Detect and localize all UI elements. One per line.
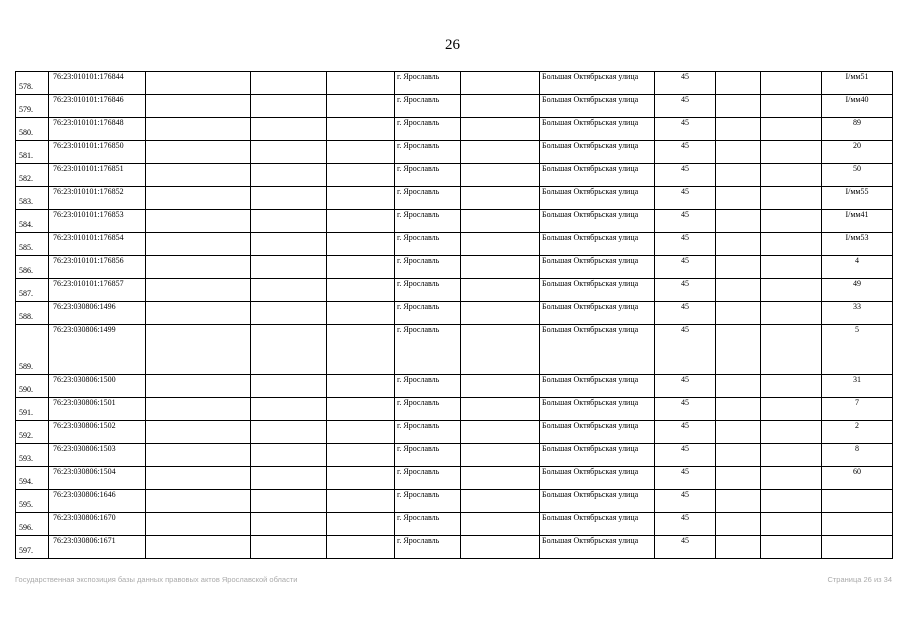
house-number: [822, 513, 893, 536]
empty-cell: [461, 375, 540, 398]
table-row: [16, 444, 893, 467]
empty-cell: [327, 95, 395, 118]
city-name: г. Ярославль: [395, 325, 461, 375]
house-number: 4: [822, 256, 893, 279]
city-name: г. Ярославль: [395, 279, 461, 302]
empty-cell: [761, 95, 822, 118]
city-name: г. Ярославль: [395, 467, 461, 490]
empty-cell: [327, 375, 395, 398]
cadastral-number: 76:23:010101:176844: [49, 72, 146, 95]
empty-cell: [327, 210, 395, 233]
zone-code: 45: [655, 210, 716, 233]
empty-cell: [461, 444, 540, 467]
empty-cell: [146, 279, 251, 302]
empty-cell: [461, 118, 540, 141]
row-number: 581.: [16, 141, 49, 164]
table-row: [16, 118, 893, 141]
empty-cell: [716, 72, 761, 95]
empty-cell: [327, 467, 395, 490]
empty-cell: [761, 490, 822, 513]
cadastral-number: 76:23:030806:1504: [49, 467, 146, 490]
city-name: г. Ярославль: [395, 421, 461, 444]
empty-cell: [327, 490, 395, 513]
zone-code: 45: [655, 375, 716, 398]
street-name: Большая Октябрьская улица: [540, 398, 655, 421]
empty-cell: [146, 118, 251, 141]
cadastral-number: 76:23:010101:176846: [49, 95, 146, 118]
zone-code: 45: [655, 398, 716, 421]
zone-code: 45: [655, 513, 716, 536]
zone-code: 45: [655, 233, 716, 256]
row-number: 589.: [16, 325, 49, 375]
city-name: г. Ярославль: [395, 398, 461, 421]
house-number: 49: [822, 279, 893, 302]
house-number: 50: [822, 164, 893, 187]
empty-cell: [761, 467, 822, 490]
street-name: Большая Октябрьская улица: [540, 467, 655, 490]
empty-cell: [461, 490, 540, 513]
cadastral-number: 76:23:010101:176852: [49, 187, 146, 210]
empty-cell: [327, 536, 395, 559]
row-number: 587.: [16, 279, 49, 302]
table-row: [16, 421, 893, 444]
street-name: Большая Октябрьская улица: [540, 325, 655, 375]
empty-cell: [716, 256, 761, 279]
empty-cell: [761, 325, 822, 375]
empty-cell: [327, 421, 395, 444]
zone-code: 45: [655, 490, 716, 513]
empty-cell: [716, 210, 761, 233]
house-number: I/мм41: [822, 210, 893, 233]
zone-code: 45: [655, 141, 716, 164]
city-name: г. Ярославль: [395, 490, 461, 513]
empty-cell: [761, 444, 822, 467]
table-row: [16, 398, 893, 421]
empty-cell: [461, 210, 540, 233]
table-body: [16, 72, 893, 559]
row-number: 585.: [16, 233, 49, 256]
empty-cell: [327, 118, 395, 141]
house-number: 2: [822, 421, 893, 444]
empty-cell: [761, 210, 822, 233]
zone-code: 45: [655, 118, 716, 141]
footer-page-count: Страница 26 из 34: [827, 575, 892, 584]
street-name: Большая Октябрьская улица: [540, 72, 655, 95]
empty-cell: [716, 279, 761, 302]
empty-cell: [327, 398, 395, 421]
cadastral-number: 76:23:010101:176851: [49, 164, 146, 187]
empty-cell: [251, 375, 327, 398]
street-name: Большая Октябрьская улица: [540, 279, 655, 302]
empty-cell: [146, 72, 251, 95]
row-number: 586.: [16, 256, 49, 279]
empty-cell: [461, 279, 540, 302]
house-number: 31: [822, 375, 893, 398]
cadastral-number: 76:23:030806:1646: [49, 490, 146, 513]
empty-cell: [716, 141, 761, 164]
city-name: г. Ярославль: [395, 95, 461, 118]
table-row: [16, 490, 893, 513]
cadastral-number: 76:23:010101:176854: [49, 233, 146, 256]
row-number: 590.: [16, 375, 49, 398]
empty-cell: [461, 513, 540, 536]
zone-code: 45: [655, 72, 716, 95]
house-number: 89: [822, 118, 893, 141]
street-name: Большая Октябрьская улица: [540, 536, 655, 559]
empty-cell: [761, 421, 822, 444]
empty-cell: [761, 256, 822, 279]
street-name: Большая Октябрьская улица: [540, 302, 655, 325]
house-number: 7: [822, 398, 893, 421]
zone-code: 45: [655, 467, 716, 490]
empty-cell: [251, 256, 327, 279]
zone-code: 45: [655, 164, 716, 187]
street-name: Большая Октябрьская улица: [540, 210, 655, 233]
empty-cell: [761, 302, 822, 325]
empty-cell: [327, 279, 395, 302]
street-name: Большая Октябрьская улица: [540, 233, 655, 256]
empty-cell: [146, 421, 251, 444]
empty-cell: [461, 398, 540, 421]
empty-cell: [716, 513, 761, 536]
zone-code: 45: [655, 302, 716, 325]
cadastral-number: 76:23:010101:176850: [49, 141, 146, 164]
empty-cell: [251, 444, 327, 467]
empty-cell: [251, 72, 327, 95]
street-name: Большая Октябрьская улица: [540, 164, 655, 187]
empty-cell: [716, 302, 761, 325]
zone-code: 45: [655, 279, 716, 302]
empty-cell: [146, 398, 251, 421]
footer: [15, 575, 892, 587]
empty-cell: [146, 536, 251, 559]
zone-code: 45: [655, 536, 716, 559]
city-name: г. Ярославль: [395, 444, 461, 467]
table-row: [16, 325, 893, 375]
cadastral-number: 76:23:010101:176848: [49, 118, 146, 141]
empty-cell: [146, 467, 251, 490]
empty-cell: [461, 536, 540, 559]
empty-cell: [327, 164, 395, 187]
empty-cell: [146, 95, 251, 118]
empty-cell: [146, 141, 251, 164]
empty-cell: [461, 187, 540, 210]
cadastral-number: 76:23:030806:1501: [49, 398, 146, 421]
empty-cell: [146, 187, 251, 210]
empty-cell: [327, 141, 395, 164]
empty-cell: [251, 187, 327, 210]
empty-cell: [146, 256, 251, 279]
empty-cell: [716, 118, 761, 141]
empty-cell: [716, 444, 761, 467]
city-name: г. Ярославль: [395, 302, 461, 325]
empty-cell: [146, 233, 251, 256]
empty-cell: [461, 421, 540, 444]
empty-cell: [461, 164, 540, 187]
row-number: 583.: [16, 187, 49, 210]
city-name: г. Ярославль: [395, 375, 461, 398]
empty-cell: [461, 72, 540, 95]
empty-cell: [251, 141, 327, 164]
empty-cell: [146, 513, 251, 536]
row-number: 578.: [16, 72, 49, 95]
street-name: Большая Октябрьская улица: [540, 95, 655, 118]
table-row: [16, 164, 893, 187]
empty-cell: [716, 187, 761, 210]
zone-code: 45: [655, 325, 716, 375]
empty-cell: [716, 398, 761, 421]
empty-cell: [251, 536, 327, 559]
empty-cell: [327, 325, 395, 375]
empty-cell: [716, 233, 761, 256]
cadastral-number: 76:23:030806:1499: [49, 325, 146, 375]
table-row: [16, 141, 893, 164]
cadastral-number: 76:23:030806:1670: [49, 513, 146, 536]
cadastral-number: 76:23:030806:1496: [49, 302, 146, 325]
table-row: [16, 233, 893, 256]
zone-code: 45: [655, 256, 716, 279]
empty-cell: [251, 118, 327, 141]
row-number: 597.: [16, 536, 49, 559]
empty-cell: [251, 421, 327, 444]
empty-cell: [761, 513, 822, 536]
row-number: 591.: [16, 398, 49, 421]
empty-cell: [461, 325, 540, 375]
page-number: 26: [445, 37, 460, 53]
empty-cell: [761, 279, 822, 302]
cadastral-number: 76:23:030806:1503: [49, 444, 146, 467]
street-name: Большая Октябрьская улица: [540, 375, 655, 398]
street-name: Большая Октябрьская улица: [540, 513, 655, 536]
empty-cell: [327, 302, 395, 325]
empty-cell: [716, 325, 761, 375]
table-row: [16, 375, 893, 398]
cadastral-number: 76:23:010101:176856: [49, 256, 146, 279]
empty-cell: [461, 233, 540, 256]
street-name: Большая Октябрьская улица: [540, 490, 655, 513]
city-name: г. Ярославль: [395, 233, 461, 256]
cadastral-number: 76:23:030806:1502: [49, 421, 146, 444]
street-name: Большая Октябрьская улица: [540, 118, 655, 141]
cadastral-number: 76:23:030806:1671: [49, 536, 146, 559]
city-name: г. Ярославль: [395, 164, 461, 187]
house-number: I/мм55: [822, 187, 893, 210]
empty-cell: [327, 233, 395, 256]
city-name: г. Ярославль: [395, 513, 461, 536]
city-name: г. Ярославль: [395, 72, 461, 95]
table-row: [16, 210, 893, 233]
empty-cell: [251, 210, 327, 233]
empty-cell: [761, 141, 822, 164]
address-registry-table: [15, 71, 893, 559]
cadastral-number: 76:23:010101:176853: [49, 210, 146, 233]
empty-cell: [761, 233, 822, 256]
house-number: I/мм53: [822, 233, 893, 256]
empty-cell: [146, 302, 251, 325]
house-number: [822, 490, 893, 513]
house-number: I/мм40: [822, 95, 893, 118]
empty-cell: [327, 256, 395, 279]
table-row: [16, 256, 893, 279]
empty-cell: [146, 210, 251, 233]
empty-cell: [251, 302, 327, 325]
city-name: г. Ярославль: [395, 256, 461, 279]
zone-code: 45: [655, 187, 716, 210]
table-row: [16, 513, 893, 536]
street-name: Большая Октябрьская улица: [540, 444, 655, 467]
table-row: [16, 467, 893, 490]
empty-cell: [461, 467, 540, 490]
empty-cell: [716, 375, 761, 398]
row-number: 595.: [16, 490, 49, 513]
empty-cell: [251, 490, 327, 513]
row-number: 596.: [16, 513, 49, 536]
empty-cell: [327, 187, 395, 210]
empty-cell: [251, 398, 327, 421]
empty-cell: [146, 444, 251, 467]
empty-cell: [461, 95, 540, 118]
zone-code: 45: [655, 421, 716, 444]
empty-cell: [761, 118, 822, 141]
row-number: 582.: [16, 164, 49, 187]
empty-cell: [716, 95, 761, 118]
city-name: г. Ярославль: [395, 187, 461, 210]
table-row: [16, 279, 893, 302]
house-number: 33: [822, 302, 893, 325]
empty-cell: [327, 513, 395, 536]
table-row: [16, 302, 893, 325]
empty-cell: [251, 95, 327, 118]
empty-cell: [716, 490, 761, 513]
empty-cell: [251, 325, 327, 375]
city-name: г. Ярославль: [395, 141, 461, 164]
row-number: 579.: [16, 95, 49, 118]
empty-cell: [716, 164, 761, 187]
cadastral-number: 76:23:010101:176857: [49, 279, 146, 302]
empty-cell: [761, 164, 822, 187]
empty-cell: [761, 375, 822, 398]
empty-cell: [327, 444, 395, 467]
zone-code: 45: [655, 95, 716, 118]
empty-cell: [716, 467, 761, 490]
street-name: Большая Октябрьская улица: [540, 256, 655, 279]
row-number: 580.: [16, 118, 49, 141]
row-number: 592.: [16, 421, 49, 444]
city-name: г. Ярославль: [395, 210, 461, 233]
city-name: г. Ярославль: [395, 118, 461, 141]
empty-cell: [461, 302, 540, 325]
house-number: I/мм51: [822, 72, 893, 95]
house-number: 8: [822, 444, 893, 467]
empty-cell: [251, 164, 327, 187]
footer-source: Государственная экспозиция базы данных правовых актов Ярославской области: [15, 575, 298, 584]
empty-cell: [761, 536, 822, 559]
row-number: 584.: [16, 210, 49, 233]
house-number: 5: [822, 325, 893, 375]
row-number: 588.: [16, 302, 49, 325]
empty-cell: [716, 421, 761, 444]
cadastral-number: 76:23:030806:1500: [49, 375, 146, 398]
empty-cell: [251, 513, 327, 536]
street-name: Большая Октябрьская улица: [540, 421, 655, 444]
table-row: [16, 95, 893, 118]
house-number: 20: [822, 141, 893, 164]
empty-cell: [761, 398, 822, 421]
table-row: [16, 536, 893, 559]
street-name: Большая Октябрьская улица: [540, 141, 655, 164]
street-name: Большая Октябрьская улица: [540, 187, 655, 210]
empty-cell: [251, 467, 327, 490]
empty-cell: [146, 325, 251, 375]
zone-code: 45: [655, 444, 716, 467]
empty-cell: [461, 256, 540, 279]
row-number: 593.: [16, 444, 49, 467]
empty-cell: [461, 141, 540, 164]
city-name: г. Ярославль: [395, 536, 461, 559]
house-number: 60: [822, 467, 893, 490]
table-row: [16, 187, 893, 210]
empty-cell: [146, 490, 251, 513]
empty-cell: [761, 187, 822, 210]
empty-cell: [327, 72, 395, 95]
empty-cell: [146, 375, 251, 398]
empty-cell: [716, 536, 761, 559]
empty-cell: [251, 233, 327, 256]
empty-cell: [761, 72, 822, 95]
empty-cell: [146, 164, 251, 187]
row-number: 594.: [16, 467, 49, 490]
empty-cell: [251, 279, 327, 302]
house-number: [822, 536, 893, 559]
table-row: [16, 72, 893, 95]
